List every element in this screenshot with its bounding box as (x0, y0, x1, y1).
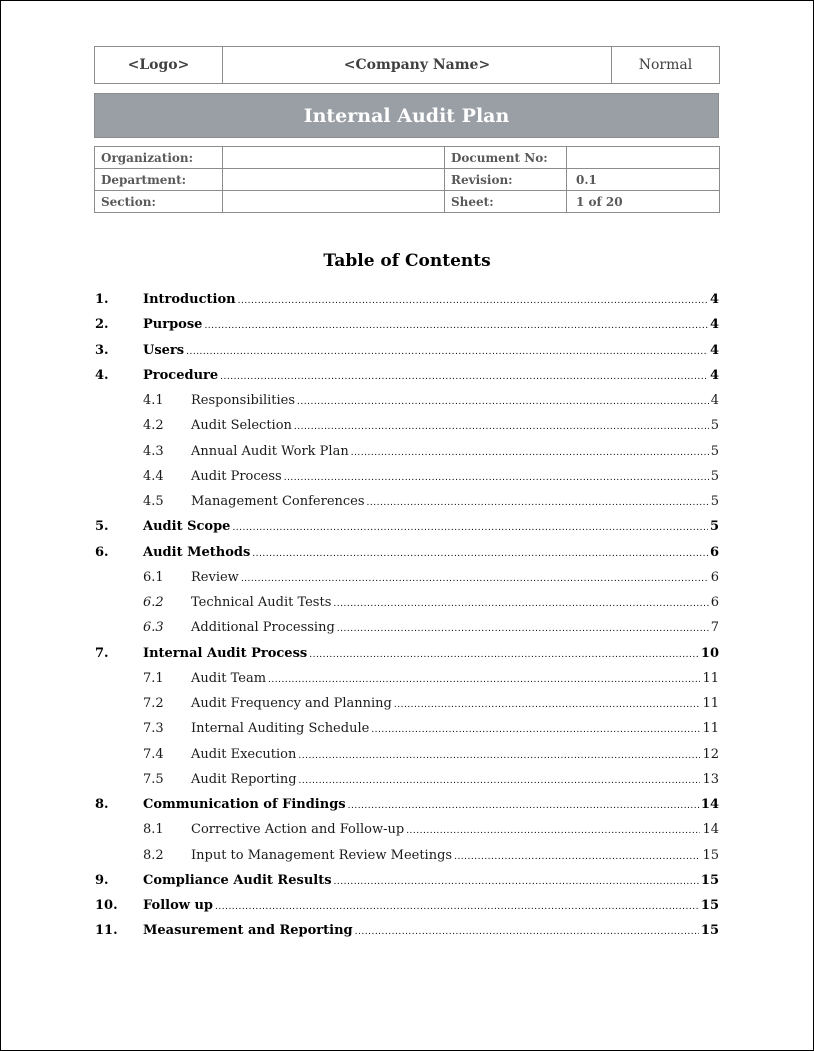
document-no-label: Document No: (445, 147, 567, 169)
toc-entry-title: Audit Reporting (191, 771, 297, 787)
toc-entry-page: 4 (709, 342, 719, 358)
revision-value: 0.1 (567, 169, 720, 191)
sheet-label: Sheet: (445, 191, 567, 213)
toc-leader-dots (351, 448, 709, 458)
toc-entry-page: 6 (709, 544, 719, 560)
toc-entry-title: Internal Audit Process (143, 645, 308, 661)
toc-subentry[interactable] (95, 843, 719, 868)
toc-entry-title: Technical Audit Tests (191, 595, 332, 611)
toc-entry-number: 6.1 (143, 569, 164, 585)
toc-entry-number: 4.5 (143, 494, 164, 510)
toc-entry-title: Annual Audit Work Plan (191, 443, 349, 459)
toc-entry-page: 5 (710, 494, 719, 510)
organization-label: Organization: (95, 147, 223, 169)
toc-leader-dots (348, 801, 699, 811)
toc-entry-page: 5 (710, 468, 719, 484)
toc-entry-title: Purpose (143, 317, 203, 333)
toc-entry-page: 14 (700, 797, 719, 813)
toc-heading: Table of Contents (323, 251, 491, 271)
toc-entry-page: 5 (710, 443, 719, 459)
toc-leader-dots (241, 574, 709, 584)
department-label: Department: (95, 169, 223, 191)
toc-entry-page: 10 (700, 645, 719, 661)
toc-leader-dots (268, 675, 700, 685)
document-title: Internal Audit Plan (94, 93, 719, 138)
document-no-value (567, 147, 720, 169)
toc-entry[interactable] (95, 918, 719, 943)
toc-leader-dots (298, 751, 700, 761)
toc-entry-title: Communication of Findings (143, 797, 346, 813)
toc-leader-dots (333, 599, 708, 609)
toc-entry-title: Input to Management Review Meetings (191, 847, 453, 863)
toc-leader-dots (394, 700, 701, 710)
logo-placeholder: <Logo> (95, 47, 223, 84)
organization-value (223, 147, 445, 169)
toc-entry-number: 7.2 (143, 696, 164, 712)
toc-subentry[interactable] (95, 615, 719, 640)
toc-leader-dots (215, 902, 699, 912)
toc-entry-page: 4 (709, 317, 719, 333)
toc-subentry[interactable] (95, 489, 719, 514)
toc-entry-page: 15 (700, 923, 719, 939)
toc-entry-title: Internal Auditing Schedule (191, 721, 370, 737)
toc-entry-title: Audit Scope (143, 519, 231, 535)
toc-entry[interactable] (95, 893, 719, 918)
toc-entry-number: 2. (95, 317, 109, 333)
toc-leader-dots (204, 321, 708, 331)
toc-entry-number: 7.3 (143, 721, 164, 737)
toc-entry[interactable] (95, 514, 719, 539)
toc-entry-title: Introduction (143, 292, 236, 308)
toc-entry-title: Audit Methods (143, 544, 251, 560)
toc-entry-title: Audit Frequency and Planning (191, 696, 392, 712)
toc-leader-dots (252, 549, 708, 559)
toc-entry-number: 4.1 (143, 393, 164, 409)
toc-entry-number: 7.4 (143, 746, 164, 762)
toc-entry-page: 11 (702, 696, 719, 712)
toc-leader-dots (186, 347, 708, 357)
toc-leader-dots (367, 498, 709, 508)
document-info-table (94, 146, 720, 213)
toc-entry-page: 11 (702, 721, 719, 737)
toc-entry-number: 9. (95, 872, 109, 888)
toc-leader-dots (406, 826, 700, 836)
toc-entry-title: Corrective Action and Follow-up (191, 822, 405, 838)
toc-entry-page: 11 (702, 670, 719, 686)
toc-subentry[interactable] (95, 464, 719, 489)
department-value (223, 169, 445, 191)
toc-entry-page: 15 (702, 847, 719, 863)
toc-leader-dots (299, 776, 701, 786)
toc-entry-title: Users (143, 342, 185, 358)
toc-subentry[interactable] (95, 439, 719, 464)
toc-entry-number: 10. (95, 898, 118, 914)
toc-subentry[interactable] (95, 716, 719, 741)
toc-entry-title: Review (191, 569, 239, 585)
toc-entry-page: 5 (710, 418, 719, 434)
toc-leader-dots (334, 877, 699, 887)
toc-entry-number: 11. (95, 923, 118, 939)
toc-subentry[interactable] (95, 388, 719, 413)
toc-entry-page: 5 (709, 519, 719, 535)
document-status: Normal (612, 47, 720, 84)
toc-entry[interactable] (95, 641, 719, 666)
toc-entry-number: 7.5 (143, 771, 164, 787)
toc-leader-dots (220, 372, 708, 382)
toc-entry-number: 8.2 (143, 847, 164, 863)
company-name: <Company Name> (223, 47, 612, 84)
toc-entry[interactable] (95, 338, 719, 363)
toc-leader-dots (294, 422, 709, 432)
document-header (94, 46, 720, 84)
toc-entry[interactable] (95, 363, 719, 388)
toc-subentry[interactable] (95, 767, 719, 792)
toc-leader-dots (284, 473, 709, 483)
toc-subentry[interactable] (95, 817, 719, 842)
toc-entry-title: Additional Processing (191, 620, 335, 636)
toc-entry-page: 4 (709, 292, 719, 308)
toc-entry-page: 12 (702, 746, 719, 762)
toc-entry-page: 15 (700, 898, 719, 914)
toc-entry[interactable] (95, 312, 719, 337)
toc-subentry[interactable] (95, 565, 719, 590)
toc-entry-title: Compliance Audit Results (143, 872, 332, 888)
toc-entry-number: 8. (95, 797, 109, 813)
toc-entry-number: 3. (95, 342, 109, 358)
toc-subentry[interactable] (95, 590, 719, 615)
toc-entry-title: Management Conferences (191, 494, 365, 510)
section-label: Section: (95, 191, 223, 213)
toc-entry-number: 6.2 (143, 595, 164, 611)
toc-entry-number: 1. (95, 292, 109, 308)
toc-entry-number: 5. (95, 519, 109, 535)
toc-leader-dots (238, 296, 708, 306)
toc-entry-title: Measurement and Reporting (143, 923, 353, 939)
sheet-value: 1 of 20 (567, 191, 720, 213)
toc-entry-page: 15 (700, 872, 719, 888)
toc-entry[interactable] (95, 792, 719, 817)
toc-leader-dots (371, 725, 700, 735)
toc-entry-title: Audit Team (191, 670, 267, 686)
toc-entry-title: Audit Selection (191, 418, 292, 434)
toc-entry-number: 6. (95, 544, 109, 560)
toc-entry-title: Responsibilities (191, 393, 296, 409)
toc-entry[interactable] (95, 868, 719, 893)
toc-leader-dots (355, 927, 699, 937)
toc-entry-page: 14 (702, 822, 719, 838)
toc-entry-title: Procedure (143, 367, 219, 383)
toc-leader-dots (454, 852, 700, 862)
toc-entry-page: 4 (710, 393, 719, 409)
toc-entry-number: 4.3 (143, 443, 164, 459)
revision-label: Revision: (445, 169, 567, 191)
toc-subentry[interactable] (95, 691, 719, 716)
toc-entry-page: 6 (710, 569, 719, 585)
toc-entry-page: 7 (710, 620, 719, 636)
toc-entry-number: 4. (95, 367, 109, 383)
toc-entry[interactable] (95, 287, 719, 312)
toc-leader-dots (297, 397, 709, 407)
toc-entry-number: 4.2 (143, 418, 164, 434)
toc-subentry[interactable] (95, 742, 719, 767)
toc-leader-dots (337, 624, 709, 634)
toc-entry-page: 6 (710, 595, 719, 611)
toc-entry-number: 8.1 (143, 822, 164, 838)
toc-entry[interactable] (95, 540, 719, 565)
toc-subentry[interactable] (95, 666, 719, 691)
toc-entry-page: 13 (702, 771, 719, 787)
toc-leader-dots (232, 523, 708, 533)
toc-entry-title: Audit Execution (191, 746, 297, 762)
toc-entry-number: 4.4 (143, 468, 164, 484)
toc-entry-number: 6.3 (143, 620, 164, 636)
toc-subentry[interactable] (95, 413, 719, 438)
table-of-contents (95, 287, 719, 944)
toc-entry-number: 7.1 (143, 670, 164, 686)
toc-entry-title: Audit Process (191, 468, 282, 484)
toc-leader-dots (309, 650, 699, 660)
toc-entry-page: 4 (709, 367, 719, 383)
toc-entry-number: 7. (95, 645, 109, 661)
toc-entry-title: Follow up (143, 898, 213, 914)
section-value (223, 191, 445, 213)
